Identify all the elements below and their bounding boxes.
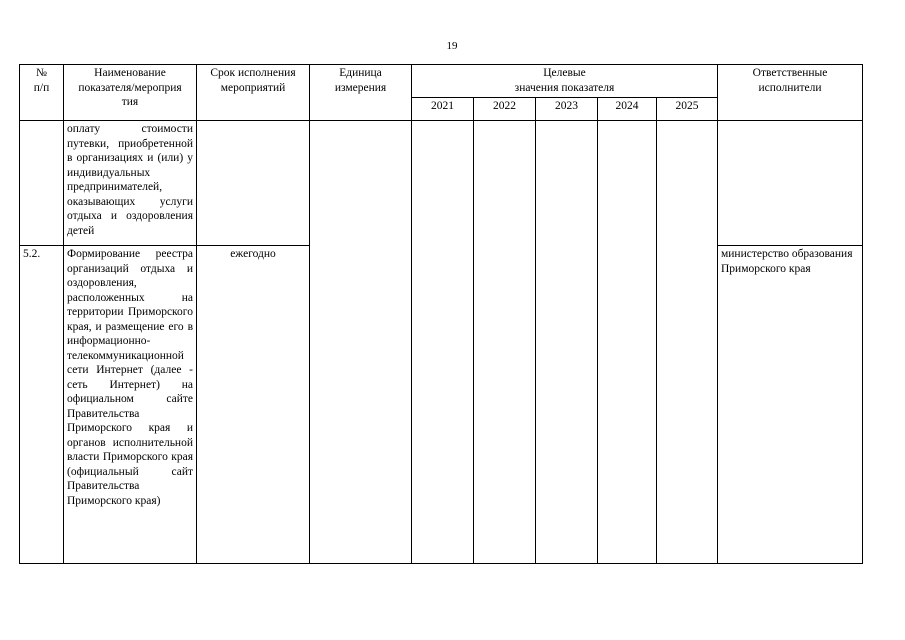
header-year: 2023 xyxy=(536,98,598,121)
row-value-2025 xyxy=(657,121,718,564)
header-responsible: Ответственные исполнители xyxy=(718,65,863,121)
header-target-values: Целевые значения показателя xyxy=(412,65,718,98)
measures-table xyxy=(19,64,863,564)
row-name: Формирование реестра организаций отдыха и оздоровления, расположенных на территории Приморского края, и размещение его в информационно-телекоммуникационной сети Интернет (далее - сеть Интернет) на официальном сайте Правительства Приморского края и органов исполнительной власти Приморского края (официальный сайт Правительства Приморского края) xyxy=(64,246,197,564)
row-deadline: ежегодно xyxy=(197,246,310,564)
header-number: № п/п xyxy=(20,65,64,121)
row-value-2022 xyxy=(474,121,536,564)
row-deadline xyxy=(197,121,310,246)
header-year: 2024 xyxy=(598,98,657,121)
row-responsible: министерство образования Приморского края xyxy=(718,246,863,564)
page-number: 19 xyxy=(446,40,458,52)
row-value-2021 xyxy=(412,121,474,564)
header-year: 2022 xyxy=(474,98,536,121)
table-row xyxy=(20,121,863,246)
row-value-2024 xyxy=(598,121,657,564)
row-value-2023 xyxy=(536,121,598,564)
row-name: оплату стоимости путевки, приобретенной в организациях и (или) у индивидуальных предпринимателей, оказывающих услуги отдыха и оздоровления детей xyxy=(64,121,197,246)
header-row xyxy=(20,65,863,98)
row-unit xyxy=(310,121,412,564)
row-number: 5.2. xyxy=(20,246,64,564)
header-unit: Единица измерения xyxy=(310,65,412,121)
row-number xyxy=(20,121,64,246)
row-responsible xyxy=(718,121,863,246)
header-year: 2021 xyxy=(412,98,474,121)
header-year: 2025 xyxy=(657,98,718,121)
header-deadline: Срок исполнения мероприятий xyxy=(197,65,310,121)
header-name: Наименование показателя/мероприя тия xyxy=(64,65,197,121)
